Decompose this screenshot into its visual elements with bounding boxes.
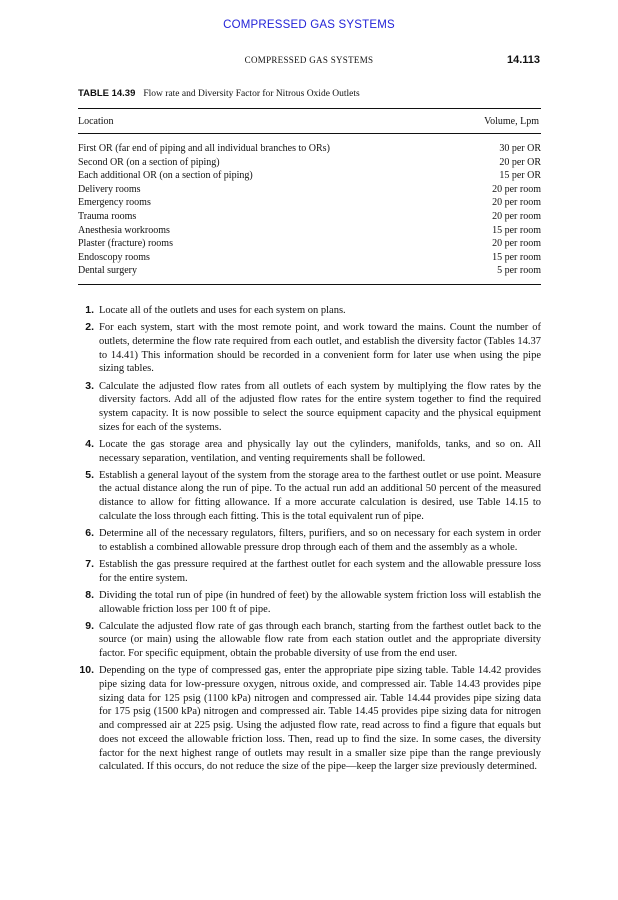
cell-location: Each additional OR (on a section of piping): [78, 170, 253, 182]
table-row: [78, 210, 541, 224]
cell-volume: 5 per room: [497, 265, 541, 277]
step-number: 5.: [85, 468, 94, 481]
list-item: [78, 558, 541, 585]
cell-volume: 15 per room: [492, 251, 541, 263]
table-row: [78, 264, 541, 278]
cell-location: Emergency rooms: [78, 197, 151, 209]
cell-location: Anesthesia workrooms: [78, 224, 170, 236]
table-title: Flow rate and Diversity Factor for Nitrous Oxide Outlets: [143, 89, 360, 99]
list-item: [78, 438, 541, 465]
procedure-steps: [78, 304, 541, 778]
cell-volume: 20 per room: [492, 197, 541, 209]
step-number: 9.: [85, 619, 94, 632]
step-number: 4.: [85, 437, 94, 450]
step-text: Locate the gas storage area and physically lay out the cylinders, manifolds, tanks, and so on. All necessary separation, ventilation, and venting requirements shall be followed.: [99, 438, 541, 464]
cell-volume: 20 per room: [492, 183, 541, 195]
step-number: 10.: [79, 664, 94, 677]
table-row: [78, 251, 541, 265]
list-item: [78, 664, 541, 774]
table-header-row: [78, 109, 541, 134]
cell-location: First OR (far end of piping and all individual branches to ORs): [78, 143, 330, 154]
list-item: [78, 380, 541, 435]
running-head: [0, 55, 618, 69]
cell-location: Trauma rooms: [78, 210, 137, 222]
top-banner-title: COMPRESSED GAS SYSTEMS: [223, 19, 395, 31]
table-caption: [78, 88, 360, 99]
table-row: [78, 224, 541, 238]
column-header-location: Location: [78, 116, 114, 127]
list-item: [78, 527, 541, 554]
list-item: [78, 620, 541, 661]
table-row: [78, 142, 541, 156]
list-item: [78, 589, 541, 616]
step-number: 2.: [85, 321, 94, 334]
cell-volume: 15 per room: [492, 224, 541, 236]
cell-volume: 20 per room: [492, 210, 541, 222]
flow-rate-table: [78, 108, 541, 285]
step-number: 6.: [85, 527, 94, 540]
table-row: [78, 183, 541, 197]
step-text: For each system, start with the most remote point, and work toward the mains. Count the number of outlets, determine the flow rate required from each outlet, and establish the diversity factor (Tables 14.37 to 14.41) This information should be recorded in a convenient form for later use when using the pipe sizing tables.: [99, 322, 541, 375]
table-row: [78, 196, 541, 210]
step-number: 3.: [85, 379, 94, 392]
step-text: Dividing the total run of pipe (in hundred of feet) by the allowable system friction loss will establish the allowable friction loss per 100 ft of pipe.: [99, 589, 541, 615]
cell-location: Plaster (fracture) rooms: [78, 238, 173, 250]
list-item: [78, 304, 541, 318]
list-item: [78, 469, 541, 524]
running-head-title: COMPRESSED GAS SYSTEMS: [244, 55, 374, 65]
cell-volume: 15 per OR: [499, 170, 541, 182]
cell-volume: 20 per room: [492, 238, 541, 250]
step-text: Determine all of the necessary regulators, filters, purifiers, and so on necessary for each system in order to establish a combined allowable pressure drop through each of them and the assembly as a whole.: [99, 528, 541, 553]
table-row: [78, 169, 541, 183]
table-row: [78, 237, 541, 251]
step-text: Establish the gas pressure required at the farthest outlet for each system and the allowable pressure loss for the entire system.: [99, 558, 541, 584]
step-text: Depending on the type of compressed gas, enter the appropriate pipe sizing table. Table 14.42 provides pipe sizing data for low-pressure oxygen, nitrous oxide, and compressed air. Table 14.43 provides pipe sizing data for 125 psig (1100 kPa) nitrogen and compressed air. Table 14.44 provides pipe sizing data for 175 psig (1500 kPa) nitrogen and compressed air. Table 14.45 provides pipe sizing data for nitrogen and compressed air at 225 psig. Using the adjusted flow rate, read across to find a figure that equals but does not exceed the allowable friction loss. Then, read up to find the size. In some cases, the diversity factor for the next highest range of outlets may result in a smaller size pipe than the range previously calculated. If this occurs, do not reduce the size of the pipe—keep the larger size previously determined.: [99, 665, 541, 773]
step-number: 1.: [85, 304, 94, 316]
list-item: [78, 321, 541, 376]
table-row: [78, 156, 541, 170]
step-number: 7.: [85, 557, 94, 570]
cell-location: Second OR (on a section of piping): [78, 156, 220, 168]
column-header-volume: Volume, Lpm: [484, 116, 539, 127]
step-text: Establish a general layout of the system from the storage area to the farthest outlet or use point. Measure the actual distance along the run of pipe. To the actual run add an additional 50 percent of the measured distance to allow for fitting allowance. If a more accurate calculation is desired, use Table 14.15 to calculate the loss through each fitting. This is the total equivalent run of pipe.: [99, 469, 541, 522]
cell-location: Dental surgery: [78, 265, 137, 277]
table-body: [78, 134, 541, 284]
cell-location: Delivery rooms: [78, 183, 141, 195]
table-label: TABLE 14.39: [78, 88, 136, 99]
step-text: Locate all of the outlets and uses for each system on plans.: [99, 305, 346, 316]
page-number: 14.113: [506, 54, 540, 66]
cell-location: Endoscopy rooms: [78, 251, 150, 263]
step-text: Calculate the adjusted flow rate of gas through each branch, starting from the farthest outlet back to the source (or main) using the allowable flow rate from each station outlet and the appropriate diversity factor. For specific equipment, obtain the probable diversity of use from the end user.: [99, 620, 541, 660]
cell-volume: 30 per OR: [499, 143, 541, 154]
step-number: 8.: [85, 588, 94, 601]
cell-volume: 20 per OR: [499, 156, 541, 168]
step-text: Calculate the adjusted flow rates from all outlets of each system by multiplying the flow rates by the diversity factors. Add all of the adjusted flow rates for the entire system together to find the required system capacity. It is now possible to select the source equipment capacity and the physical equipment sizes for each of the systems.: [99, 380, 541, 433]
